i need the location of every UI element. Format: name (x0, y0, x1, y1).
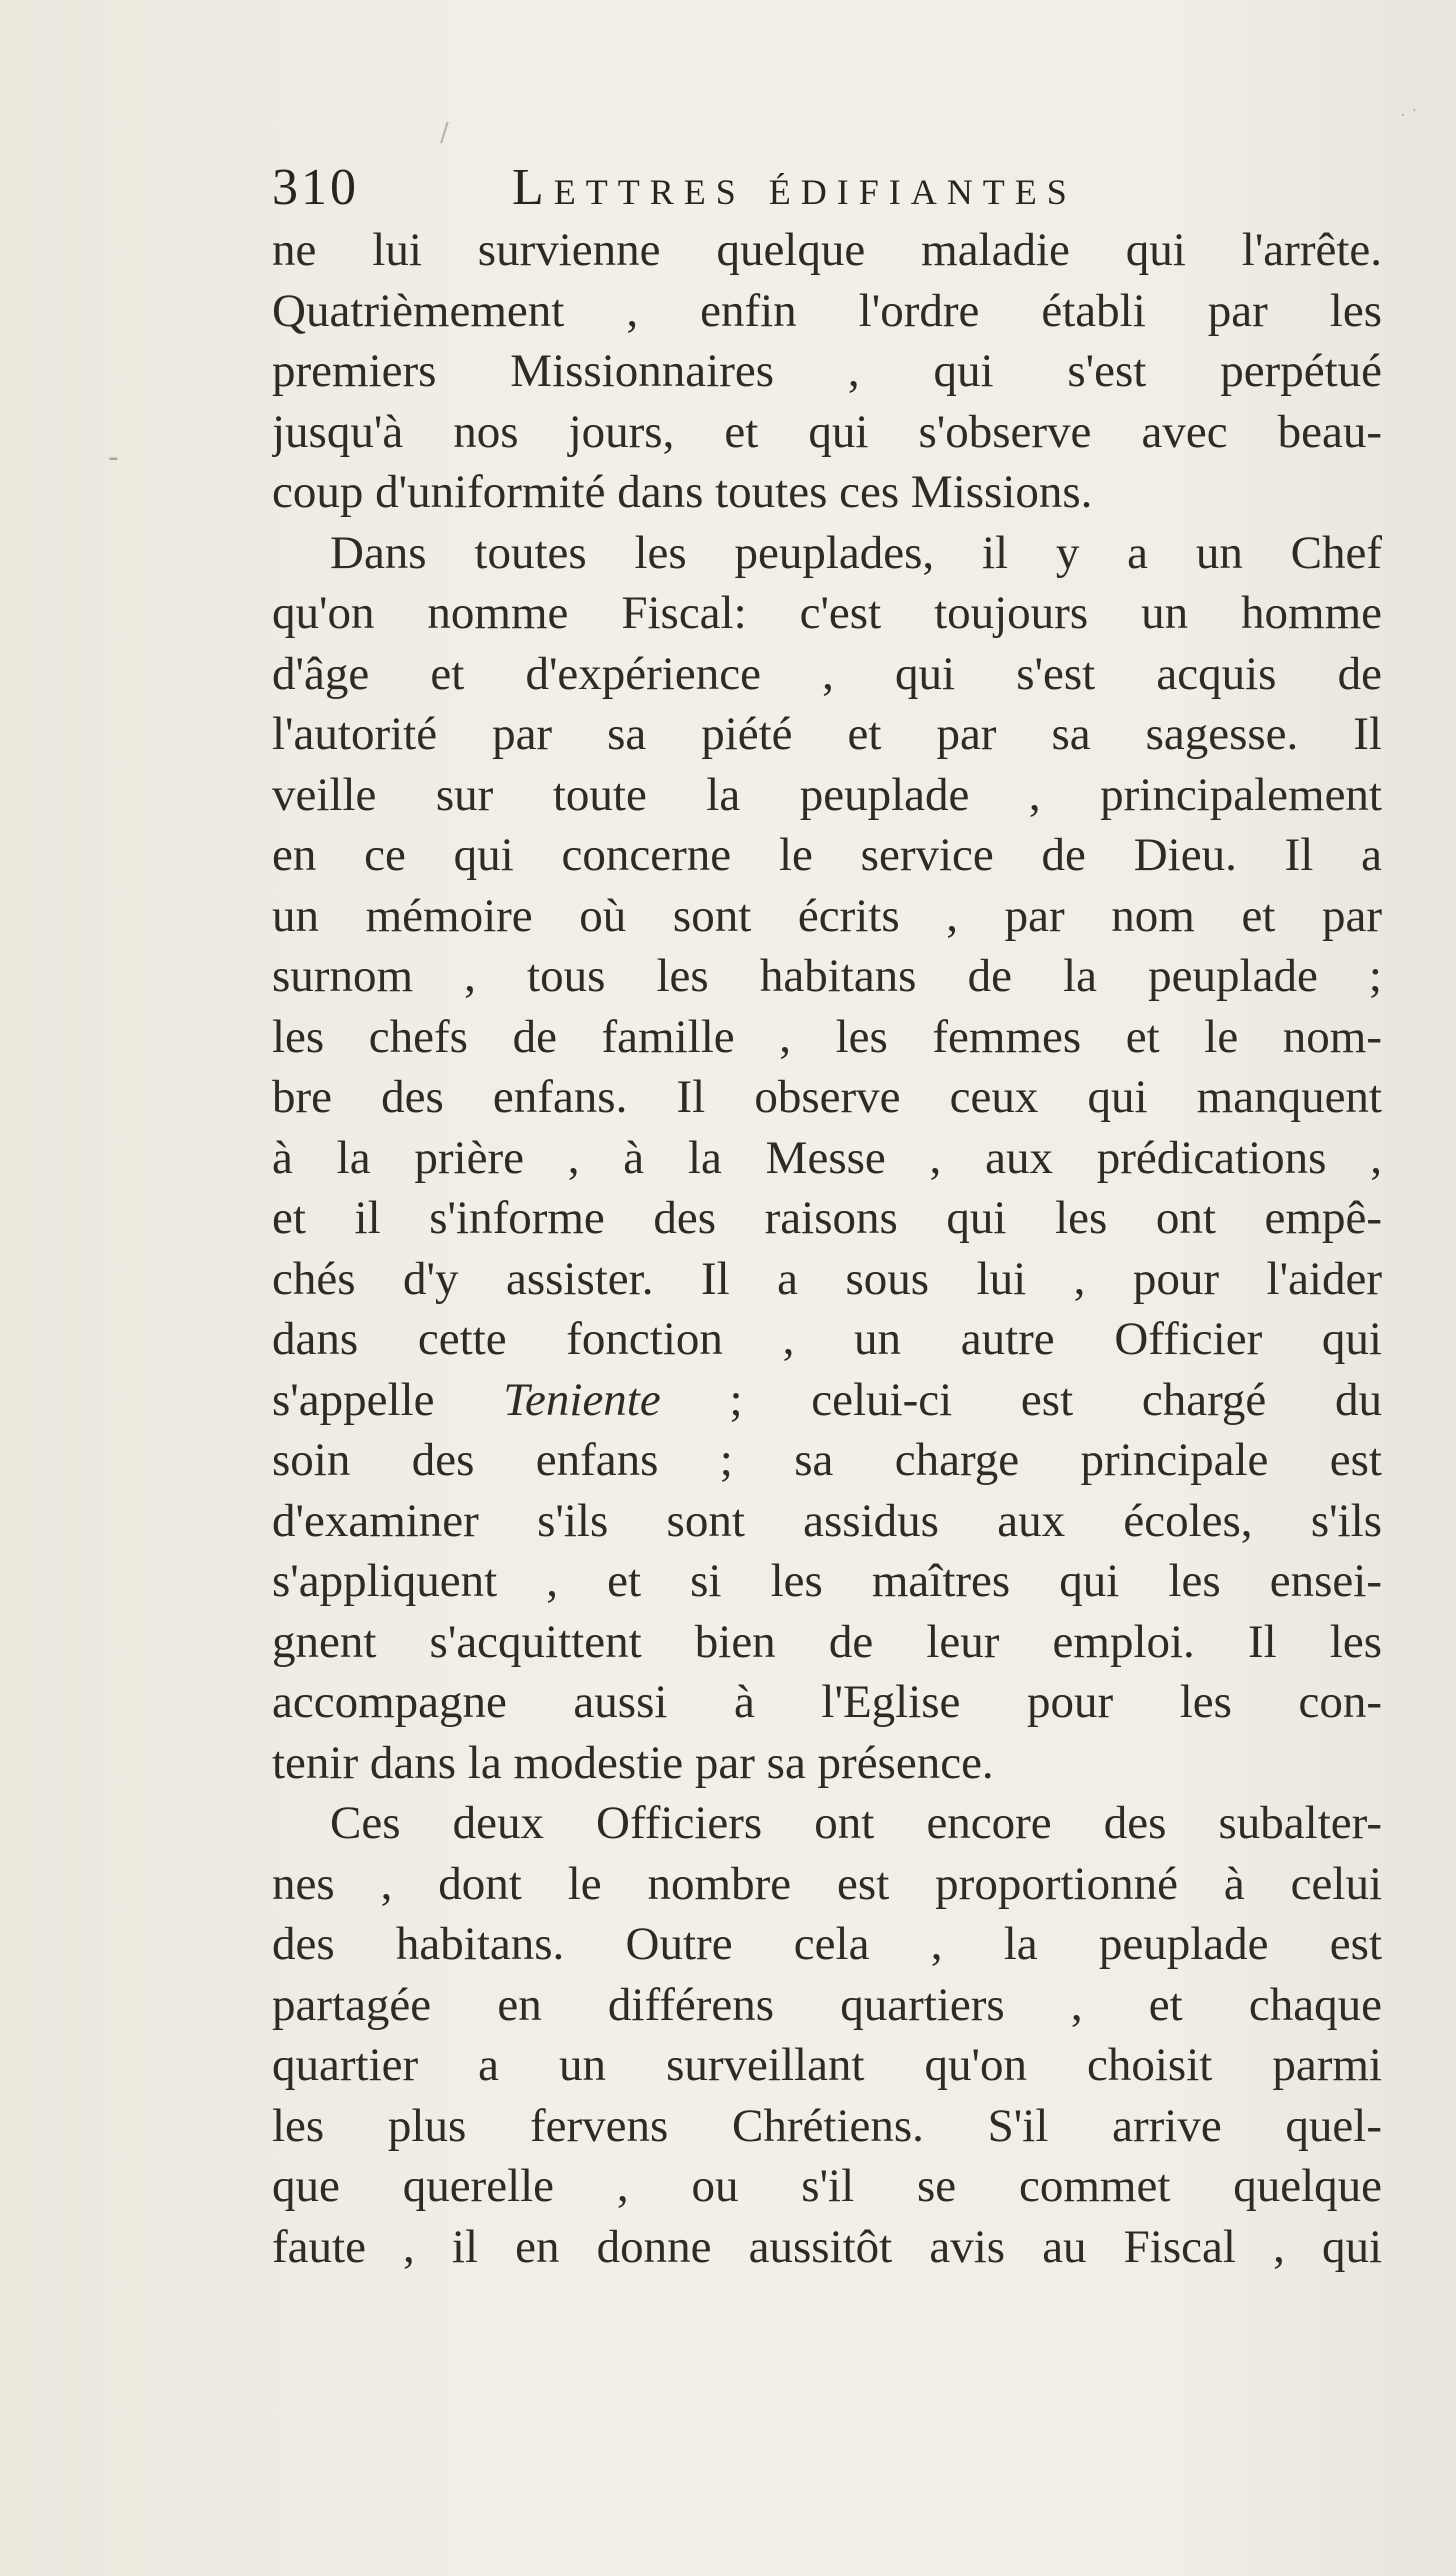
text-line (272, 1370, 1382, 1431)
page-header (272, 158, 1372, 228)
text-line: s'appliquent , et si les maîtres qui les ensei- (272, 1555, 1382, 1607)
body-text (272, 220, 1382, 2277)
text-line: des habitans. Outre cela , la peuplade est (272, 1918, 1382, 1970)
text-line: coup d'uniformité dans toutes ces Missions. (272, 466, 1093, 518)
page-number: 310 (272, 159, 359, 216)
text-line: l'autorité par sa piété et par sa sagesse. Il (272, 708, 1382, 760)
text-line: les plus fervens Chrétiens. S'il arrive quel- (272, 2099, 1382, 2152)
margin-dash: - (108, 440, 119, 475)
text-line: d'âge et d'expérience , qui s'est acquis de (272, 647, 1382, 700)
text-line: nes , dont le nombre est proportionné à celui (272, 1857, 1382, 1910)
text-line: d'examiner s'ils sont assidus aux écoles, s'ils (272, 1494, 1382, 1547)
text-line: en ce qui concerne le service de Dieu. Il a (272, 829, 1382, 881)
text-line: partagée en différens quartiers , et chaque (272, 1978, 1382, 2031)
text-line: ne lui survienne quelque maladie qui l'arrête. (272, 224, 1382, 276)
running-title: Lettres édifiantes (512, 159, 1077, 216)
text-line: veille sur toute la peuplade , principalement (272, 768, 1382, 821)
text-line: jusqu'à nos jours, et qui s'observe avec beau- (272, 405, 1382, 458)
text-line: Ces deux Officiers ont encore des subalter- (330, 1797, 1382, 1849)
text-line: accompagne aussi à l'Eglise pour les con- (272, 1676, 1382, 1728)
text-line: les chefs de famille , les femmes et le nom- (272, 1010, 1382, 1063)
text-line: Dans toutes les peuplades, il y a un Chef (330, 526, 1382, 579)
text-line: chés d'y assister. Il a sous lui , pour l'aider (272, 1252, 1382, 1305)
text-line: soin des enfans ; sa charge principale est (272, 1434, 1382, 1486)
text-line: bre des enfans. Il observe ceux qui manquent (272, 1071, 1382, 1123)
text-line: faute , il en donne aussitôt avis au Fiscal , qui (272, 2220, 1382, 2273)
text-line: que querelle , ou s'il se commet quelque (272, 2160, 1382, 2212)
text-line: dans cette fonction , un autre Officier qui (272, 1313, 1382, 1365)
text-line: qu'on nomme Fiscal: c'est toujours un homme (272, 587, 1382, 639)
text-line: un mémoire où sont écrits , par nom et par (272, 889, 1382, 942)
text-segment: ; celui-ci est chargé du (660, 1373, 1382, 1426)
text-segment: s'appelle (272, 1373, 504, 1426)
text-line: gnent s'acquittent bien de leur emploi. Il les (272, 1615, 1382, 1668)
text-line: à la prière , à la Messe , aux prédications , (272, 1131, 1382, 1184)
text-line: Quatrièmement , enfin l'ordre établi par les (272, 284, 1382, 337)
italic-term: Teniente (503, 1373, 661, 1426)
stray-mark: / (440, 118, 449, 148)
corner-specks: . · (1400, 100, 1418, 121)
text-line: quartier a un surveillant qu'on choisit parmi (272, 2039, 1382, 2091)
text-line: premiers Missionnaires , qui s'est perpétué (272, 345, 1382, 397)
text-line: surnom , tous les habitans de la peuplade ; (272, 950, 1382, 1002)
text-line: et il s'informe des raisons qui les ont empê- (272, 1192, 1382, 1244)
text-line: tenir dans la modestie par sa présence. (272, 1736, 994, 1789)
